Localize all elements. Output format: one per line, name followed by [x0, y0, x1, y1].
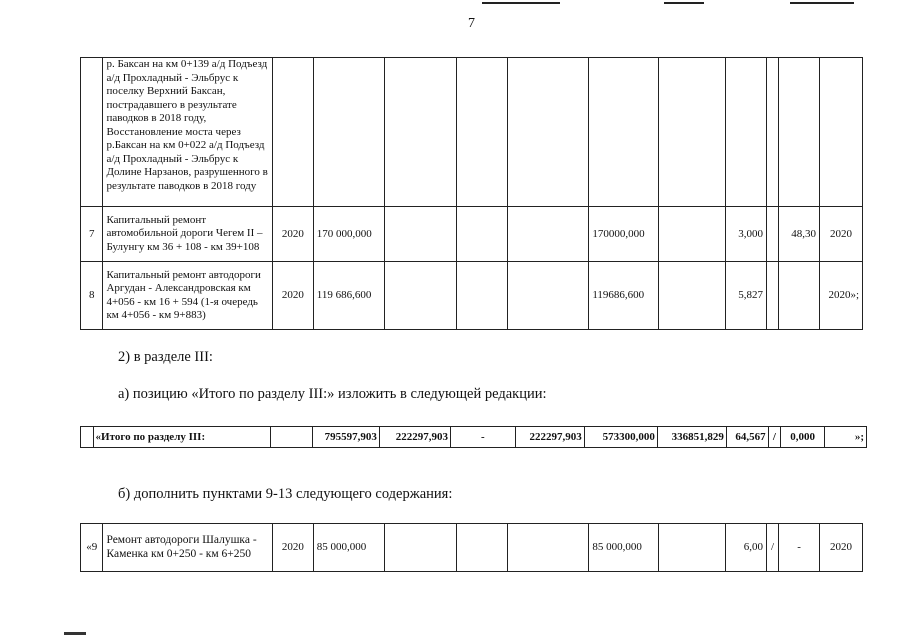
paragraph-total-position: а) позицию «Итого по разделу III:» изложить в следующей редакции: — [118, 386, 547, 402]
table-row — [81, 427, 867, 448]
row-number — [81, 58, 103, 207]
row-description: Капитальный ремонт автодороги Аргудан - Александровская км 4+056 - км 16 + 594 (1-я очередь км 4+056 - км 9+883) — [103, 262, 272, 330]
row-sum: 170 000,000 — [313, 207, 384, 262]
row-slash: / — [766, 524, 778, 572]
total-cell: 0,000 — [781, 427, 825, 448]
projects-table — [80, 57, 863, 330]
table-row — [81, 207, 863, 262]
row-end-year: 2020 — [820, 524, 863, 572]
row-number: «9 — [81, 524, 103, 572]
row-amount: 170000,000 — [589, 207, 658, 262]
total-cell: 573300,000 — [584, 427, 657, 448]
row-year: 2020 — [272, 262, 313, 330]
page-number: 7 — [468, 16, 475, 31]
total-cell: 795597,903 — [313, 427, 380, 448]
row-description: р. Баксан на км 0+139 а/д Подъезд а/д Прохладный - Эльбрус к поселку Верхний Баксан, пострадавшего в результате паводков в 2018 году, Восстановление моста через р.Баксан на км 0+022 а/д Подъезд а/д Прохладный - Эльбрус к Долине Нарзанов, разрушенного в результате паводков в 2018 году — [103, 58, 272, 207]
total-cell: 64,567 — [726, 427, 768, 448]
row-length: 6,00 — [726, 524, 767, 572]
row-end-year: 2020»; — [820, 262, 863, 330]
table-row — [81, 58, 863, 207]
row-description: Капитальный ремонт автомобильной дороги Чегем II – Булунгу км 36 + 108 - км 39+108 — [103, 207, 272, 262]
paragraph-section-3: 2) в разделе III: — [118, 349, 213, 365]
row-sum: 85 000,000 — [313, 524, 384, 572]
row-number: 7 — [81, 207, 103, 262]
row-number: 8 — [81, 262, 103, 330]
row-value: 48,30 — [779, 207, 820, 262]
total-table — [80, 426, 867, 448]
table-row — [81, 262, 863, 330]
row-amount: 119686,600 — [589, 262, 658, 330]
top-scan-marks — [0, 0, 905, 10]
total-cell: / — [768, 427, 781, 448]
row-length: 3,000 — [726, 207, 767, 262]
total-label: «Итого по разделу III: — [93, 427, 271, 448]
row-length: 5,827 — [726, 262, 767, 330]
total-cell: 222297,903 — [379, 427, 450, 448]
table-row — [81, 524, 863, 572]
total-cell: 336851,829 — [657, 427, 726, 448]
row-amount: 85 000,000 — [589, 524, 658, 572]
row-sum: 119 686,600 — [313, 262, 384, 330]
total-cell: 222297,903 — [515, 427, 584, 448]
total-cell: »; — [825, 427, 867, 448]
row-value: - — [779, 524, 820, 572]
bottom-scan-mark — [64, 632, 86, 635]
row-end-year: 2020 — [820, 207, 863, 262]
row-year: 2020 — [272, 524, 313, 572]
row-year: 2020 — [272, 207, 313, 262]
paragraph-add-items: б) дополнить пунктами 9-13 следующего содержания: — [118, 486, 453, 502]
total-cell: - — [450, 427, 515, 448]
new-items-table — [80, 523, 863, 572]
row-description: Ремонт автодороги Шалушка - Каменка км 0+250 - км 6+250 — [103, 524, 272, 572]
